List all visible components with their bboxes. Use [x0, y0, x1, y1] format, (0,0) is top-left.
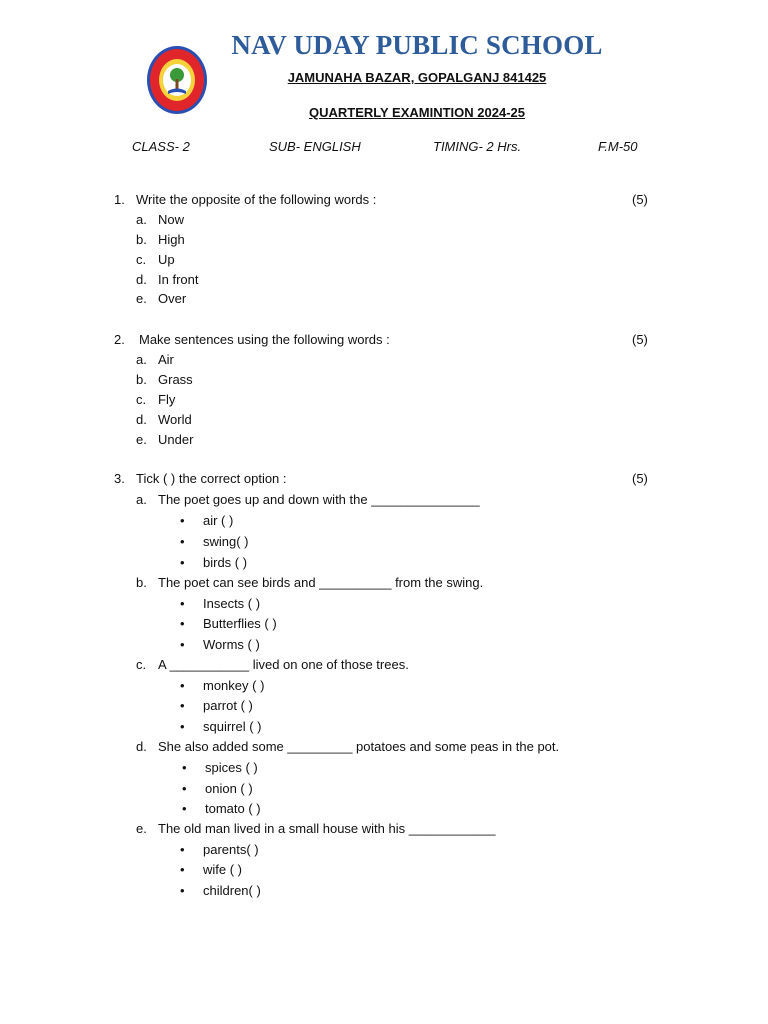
item-text: Under: [158, 432, 194, 447]
item-letter: e.: [136, 291, 147, 306]
bullet-icon: •: [180, 555, 185, 570]
bullet-icon: •: [180, 534, 185, 549]
item-text: Over: [158, 291, 187, 306]
item-letter: c.: [136, 657, 147, 672]
bullet-icon: •: [180, 678, 185, 693]
item-letter: a.: [136, 212, 147, 227]
question-text: Write the opposite of the following words :: [136, 192, 377, 207]
item-letter: c.: [136, 392, 147, 407]
bullet-icon: •: [180, 719, 185, 734]
item-letter: a.: [136, 352, 147, 367]
option-text: children( ): [203, 883, 261, 898]
bullet-icon: •: [180, 596, 185, 611]
bullet-icon: •: [180, 698, 185, 713]
option-text: birds ( ): [203, 555, 248, 570]
item-letter: d.: [136, 739, 147, 754]
item-text: Grass: [158, 372, 193, 387]
question-number: 1.: [114, 192, 125, 207]
school-address: JAMUNAHA BAZAR, GOPALGANJ 841425: [287, 70, 547, 85]
item-text: Up: [158, 252, 175, 267]
item-letter: d.: [136, 412, 147, 427]
bullet-icon: •: [182, 781, 187, 796]
option-text: squirrel ( ): [203, 719, 262, 734]
item-text: A ___________ lived on one of those trees.: [158, 657, 409, 672]
item-letter: a.: [136, 492, 147, 507]
class-label: CLASS- 2: [132, 139, 190, 154]
full-marks-label: F.M-50: [598, 139, 638, 154]
item-text: She also added some _________ potatoes and some peas in the pot.: [158, 739, 560, 754]
bullet-icon: •: [182, 760, 187, 775]
option-text: onion ( ): [205, 781, 253, 796]
item-text: The poet goes up and down with the _______________: [158, 492, 480, 507]
item-text: Now: [158, 212, 185, 227]
item-text: The old man lived in a small house with his ____________: [158, 821, 496, 836]
question-number: 3.: [114, 471, 125, 486]
option-text: swing( ): [203, 534, 249, 549]
exam-title: QUARTERLY EXAMINTION 2024-25: [308, 105, 525, 120]
question-text: Tick ( ) the correct option :: [136, 471, 287, 486]
item-text: In front: [158, 272, 199, 287]
option-text: monkey ( ): [203, 678, 265, 693]
item-letter: d.: [136, 272, 147, 287]
question-text: Make sentences using the following words :: [139, 332, 390, 347]
option-text: spices ( ): [205, 760, 258, 775]
item-text: Fly: [158, 392, 176, 407]
subject-label: SUB- ENGLISH: [269, 139, 361, 154]
question-number: 2.: [114, 332, 125, 347]
item-text: World: [158, 412, 192, 427]
item-letter: e.: [136, 821, 147, 836]
option-text: Insects ( ): [203, 596, 261, 611]
bullet-icon: •: [182, 801, 187, 816]
bullet-icon: •: [180, 842, 185, 857]
bullet-icon: •: [180, 862, 185, 877]
timing-label: TIMING- 2 Hrs.: [433, 139, 522, 154]
option-text: air ( ): [203, 513, 234, 528]
option-text: tomato ( ): [205, 801, 261, 816]
question-marks: (5): [632, 192, 648, 207]
item-letter: e.: [136, 432, 147, 447]
bullet-icon: •: [180, 637, 185, 652]
item-letter: b.: [136, 372, 147, 387]
option-text: wife ( ): [203, 862, 242, 877]
option-text: parents( ): [203, 842, 259, 857]
item-letter: c.: [136, 252, 147, 267]
option-text: Butterflies ( ): [203, 616, 277, 631]
item-text: High: [158, 232, 185, 247]
item-letter: b.: [136, 575, 147, 590]
bullet-icon: •: [180, 513, 185, 528]
item-letter: b.: [136, 232, 147, 247]
bullet-icon: •: [180, 616, 185, 631]
item-text: Air: [158, 352, 174, 367]
option-text: Worms ( ): [203, 637, 260, 652]
item-text: The poet can see birds and __________ from the swing.: [158, 575, 484, 590]
question-marks: (5): [632, 332, 648, 347]
question-marks: (5): [632, 471, 648, 486]
option-text: parrot ( ): [203, 698, 253, 713]
bullet-icon: •: [180, 883, 185, 898]
school-name: NAV UDAY PUBLIC SCHOOL: [231, 30, 603, 60]
